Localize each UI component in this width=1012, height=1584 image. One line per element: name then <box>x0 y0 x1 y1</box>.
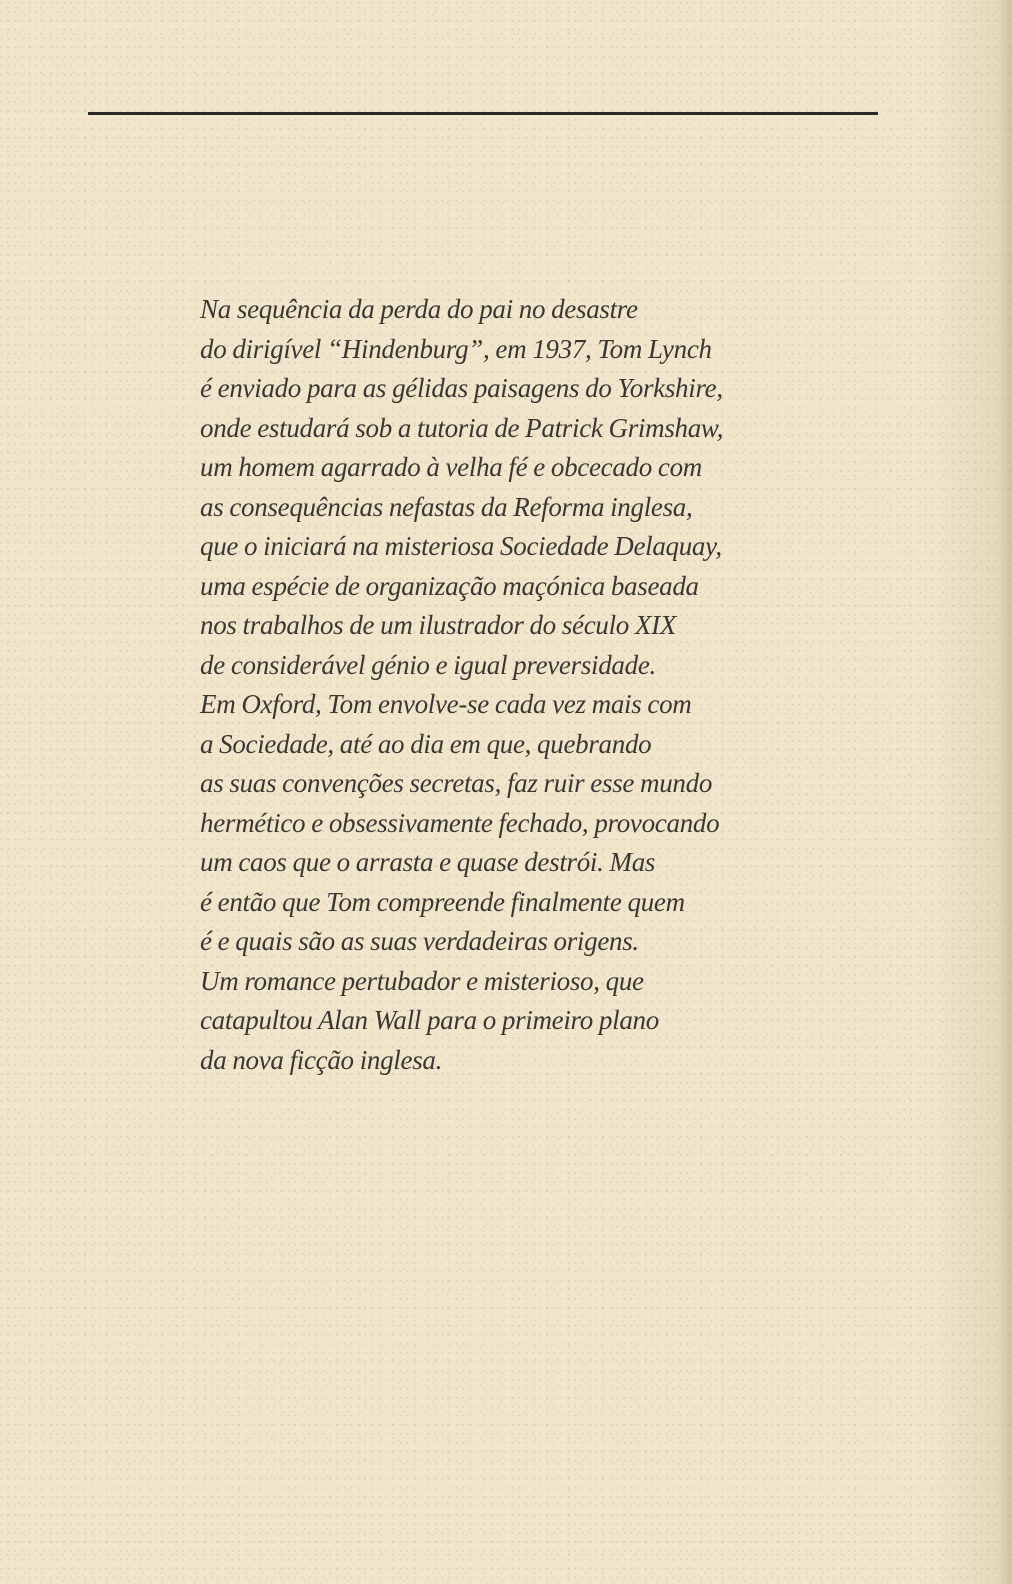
synopsis-text <box>200 290 840 1080</box>
synopsis-line: as consequências nefastas da Reforma inglesa, <box>200 491 693 522</box>
synopsis-line: da nova ficção inglesa. <box>200 1044 443 1075</box>
synopsis-line: Na sequência da perda do pai no desastre <box>200 294 638 324</box>
synopsis-line: Um romance pertubador e misterioso, que <box>200 965 644 996</box>
synopsis-line: nos trabalhos de um ilustrador do século XIX <box>200 610 677 640</box>
synopsis-line: uma espécie de organização maçónica baseada <box>200 570 699 601</box>
synopsis-line: Em Oxford, Tom envolve-se cada vez mais com <box>200 689 692 719</box>
synopsis-line: um homem agarrado à velha fé e obcecado com <box>200 452 702 482</box>
synopsis-line: é enviado para as gélidas paisagens do Yorkshire, <box>200 373 723 403</box>
synopsis-line: as suas convenções secretas, faz ruir esse mundo <box>200 768 713 798</box>
synopsis-line: de considerável génio e igual preversidade. <box>200 649 656 680</box>
synopsis-line: hermético e obsessivamente fechado, provocando <box>200 807 720 838</box>
synopsis-line: do dirigível “Hindenburg”, em 1937, Tom Lynch <box>200 333 712 364</box>
synopsis-line: catapultou Alan Wall para o primeiro plano <box>200 1005 659 1035</box>
synopsis-line: onde estudará sob a tutoria de Patrick Grimshaw, <box>200 412 724 443</box>
top-rule <box>88 112 878 115</box>
synopsis-line: é então que Tom compreende finalmente quem <box>200 886 685 917</box>
page-edge-shadow <box>998 0 1012 1584</box>
synopsis-line: é e quais são as suas verdadeiras origens. <box>200 926 639 956</box>
synopsis-line: a Sociedade, até ao dia em que, quebrando <box>200 728 652 759</box>
synopsis-line: um caos que o arrasta e quase destrói. Mas <box>200 847 656 877</box>
synopsis-line: que o iniciará na misteriosa Sociedade Delaquay, <box>200 531 722 561</box>
